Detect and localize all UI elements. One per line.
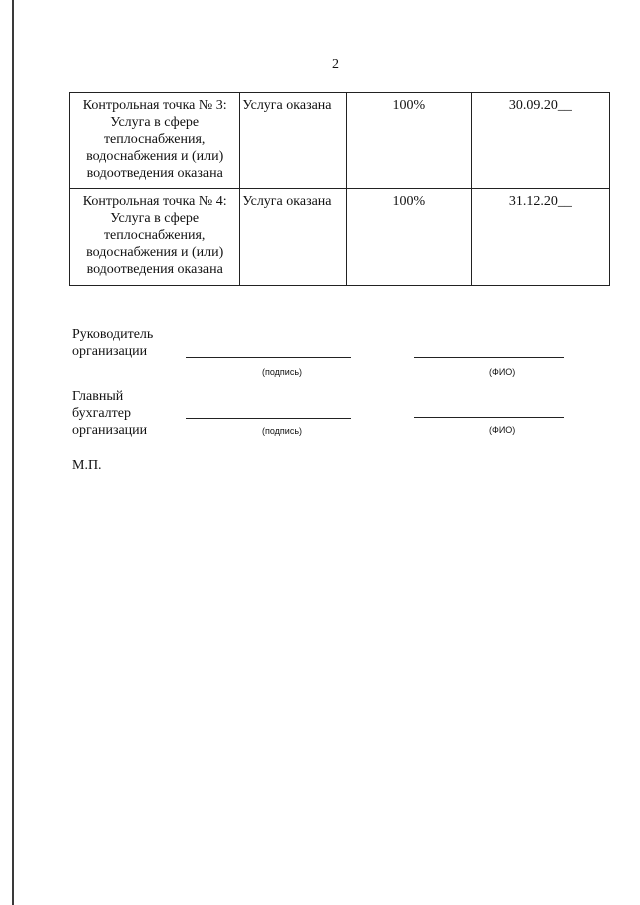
accountant-name-line <box>414 417 564 418</box>
percent-cell: 100% <box>346 189 471 286</box>
table-row <box>70 93 610 189</box>
head-signature-hint: (подпись) <box>262 367 303 377</box>
head-name-line <box>414 357 564 358</box>
control-point-cell: Контрольная точка № 4: Услуга в сфере теплоснабжения, водоснабжения и (или) водоотведения оказана <box>70 189 240 286</box>
page-number: 2 <box>332 57 339 72</box>
head-label-line1: Руководитель <box>72 327 154 342</box>
accountant-signature-line <box>186 418 351 419</box>
accountant-signature-hint: (подпись) <box>262 426 303 436</box>
date-cell: 30.09.20__ <box>471 93 609 189</box>
status-cell: Услуга оказана <box>240 93 347 189</box>
accountant-label-line2: бухгалтер <box>72 406 131 421</box>
date-cell: 31.12.20__ <box>471 189 609 286</box>
accountant-label-line3: организации <box>72 423 148 438</box>
head-label-line2: организации <box>72 344 148 359</box>
stamp-place-label: М.П. <box>72 458 102 473</box>
head-name-hint: (ФИО) <box>489 367 516 377</box>
accountant-label-line1: Главный <box>72 389 124 404</box>
status-cell: Услуга оказана <box>240 189 347 286</box>
accountant-name-hint: (ФИО) <box>489 425 516 435</box>
percent-cell: 100% <box>346 93 471 189</box>
page-left-edge <box>12 0 14 905</box>
control-point-cell: Контрольная точка № 3: Услуга в сфере теплоснабжения, водоснабжения и (или) водоотведения оказана <box>70 93 240 189</box>
control-points-table <box>69 92 610 286</box>
head-signature-line <box>186 357 351 358</box>
table-row <box>70 189 610 286</box>
